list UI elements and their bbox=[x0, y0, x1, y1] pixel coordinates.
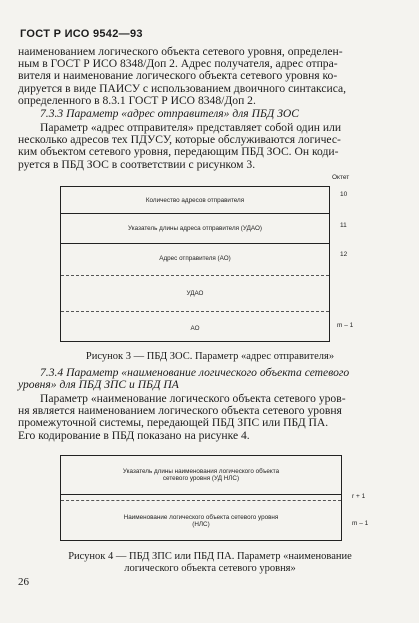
fig3-row: УДАО bbox=[186, 289, 204, 297]
paragraph-3 bbox=[18, 393, 402, 442]
fig3-row: Количество адресов отправителя bbox=[145, 196, 245, 204]
fig4-row bbox=[61, 458, 341, 492]
text-line: уровня» для ПБД ЗПС и ПБД ПА bbox=[18, 378, 179, 392]
page-header: ГОСТ Р ИСО 9542—93 bbox=[20, 28, 143, 40]
section-heading-7-3-4 bbox=[18, 367, 402, 391]
fig3-row: Адрес отправителя (АО) bbox=[159, 254, 231, 262]
octet-label: 12 bbox=[340, 251, 348, 258]
dashed-divider bbox=[61, 311, 329, 312]
paragraph-1 bbox=[18, 46, 402, 107]
fig4-row-text: Наименование логического объекта сетевого уровня bbox=[123, 514, 279, 521]
text-line: определенного в 8.3.1 ГОСТ Р ИСО 8348/Доп 2. bbox=[18, 93, 256, 107]
text-line: дируется в виде ПАИСУ с использованием двоичного синтаксиса, bbox=[18, 81, 347, 95]
fig3-row: Указатель длины адреса отправителя (УДАО) bbox=[128, 224, 262, 232]
caption-line: Рисунок 4 — ПБД ЗПС или ПБД ПА. Параметр «наименование bbox=[68, 551, 352, 562]
page-number: 26 bbox=[18, 576, 29, 588]
text-line: 7.3.4 Параметр «наименование логического объекта сетевого bbox=[40, 366, 350, 379]
fig4-row-text: Указатель длины наименования логического объекта bbox=[122, 468, 280, 475]
fig4-frame bbox=[60, 455, 342, 541]
figure-4 bbox=[60, 455, 370, 545]
octet-label: 10 bbox=[340, 191, 348, 198]
octet-label: m – 1 bbox=[352, 520, 369, 527]
text-line: ким объектом сетевого уровня, передающим ПБД ЗОС. Он коди- bbox=[18, 145, 339, 159]
text-line: руется в ПБД ЗОС в соответствии с рисунком 3. bbox=[18, 157, 256, 171]
octet-label: 11 bbox=[340, 222, 347, 229]
figure-3 bbox=[60, 174, 356, 350]
fig4-row bbox=[61, 504, 341, 538]
text-line: ня является наименованием логического объекта сетевого уровня bbox=[18, 404, 342, 418]
fig4-row-text: (НЛС) bbox=[192, 521, 210, 528]
paragraph-2 bbox=[18, 122, 402, 171]
octet-label: r + 1 bbox=[352, 493, 366, 500]
octet-column-header: Октет bbox=[332, 174, 350, 181]
octet-label: m – 1 bbox=[337, 322, 354, 329]
caption-line: логического объекта сетевого уровня» bbox=[124, 563, 296, 574]
text-line: Его кодирование в ПБД показано на рисунке 4. bbox=[18, 428, 250, 442]
text-line: наименованием логического объекта сетевого уровня, определен- bbox=[18, 45, 343, 58]
dashed-divider bbox=[61, 275, 329, 276]
text-line: ным в ГОСТ Р ИСО 8348/Доп 2. Адрес получателя, адрес отпра- bbox=[18, 57, 338, 71]
text-line: Параметр «наименование логического объекта сетевого уров- bbox=[40, 392, 346, 405]
fig4-row-text: сетевого уровня (УД НЛС) bbox=[162, 475, 240, 482]
fig3-row: АО bbox=[190, 324, 200, 332]
text-line: несколько адресов тех ПДУСУ, которые обслуживаются логичес- bbox=[18, 133, 341, 147]
text-line: Параметр «адрес отправителя» представляет собой один или bbox=[40, 121, 342, 134]
text-line: вителя и наименование логического объекта сетевого уровня ко- bbox=[18, 69, 338, 83]
text-line: промежуточной системы, передающей ПБД ЗПС или ПБД ПА. bbox=[18, 416, 329, 430]
dashed-divider bbox=[61, 500, 341, 501]
figure-4-caption bbox=[40, 551, 380, 575]
fig3-frame bbox=[60, 186, 330, 342]
figure-3-caption: Рисунок 3 — ПБД ЗОС. Параметр «адрес отправителя» bbox=[85, 351, 335, 362]
divider bbox=[61, 494, 341, 495]
section-heading-7-3-3: 7.3.3 Параметр «адрес отправителя» для ПБД ЗОС bbox=[40, 107, 300, 120]
